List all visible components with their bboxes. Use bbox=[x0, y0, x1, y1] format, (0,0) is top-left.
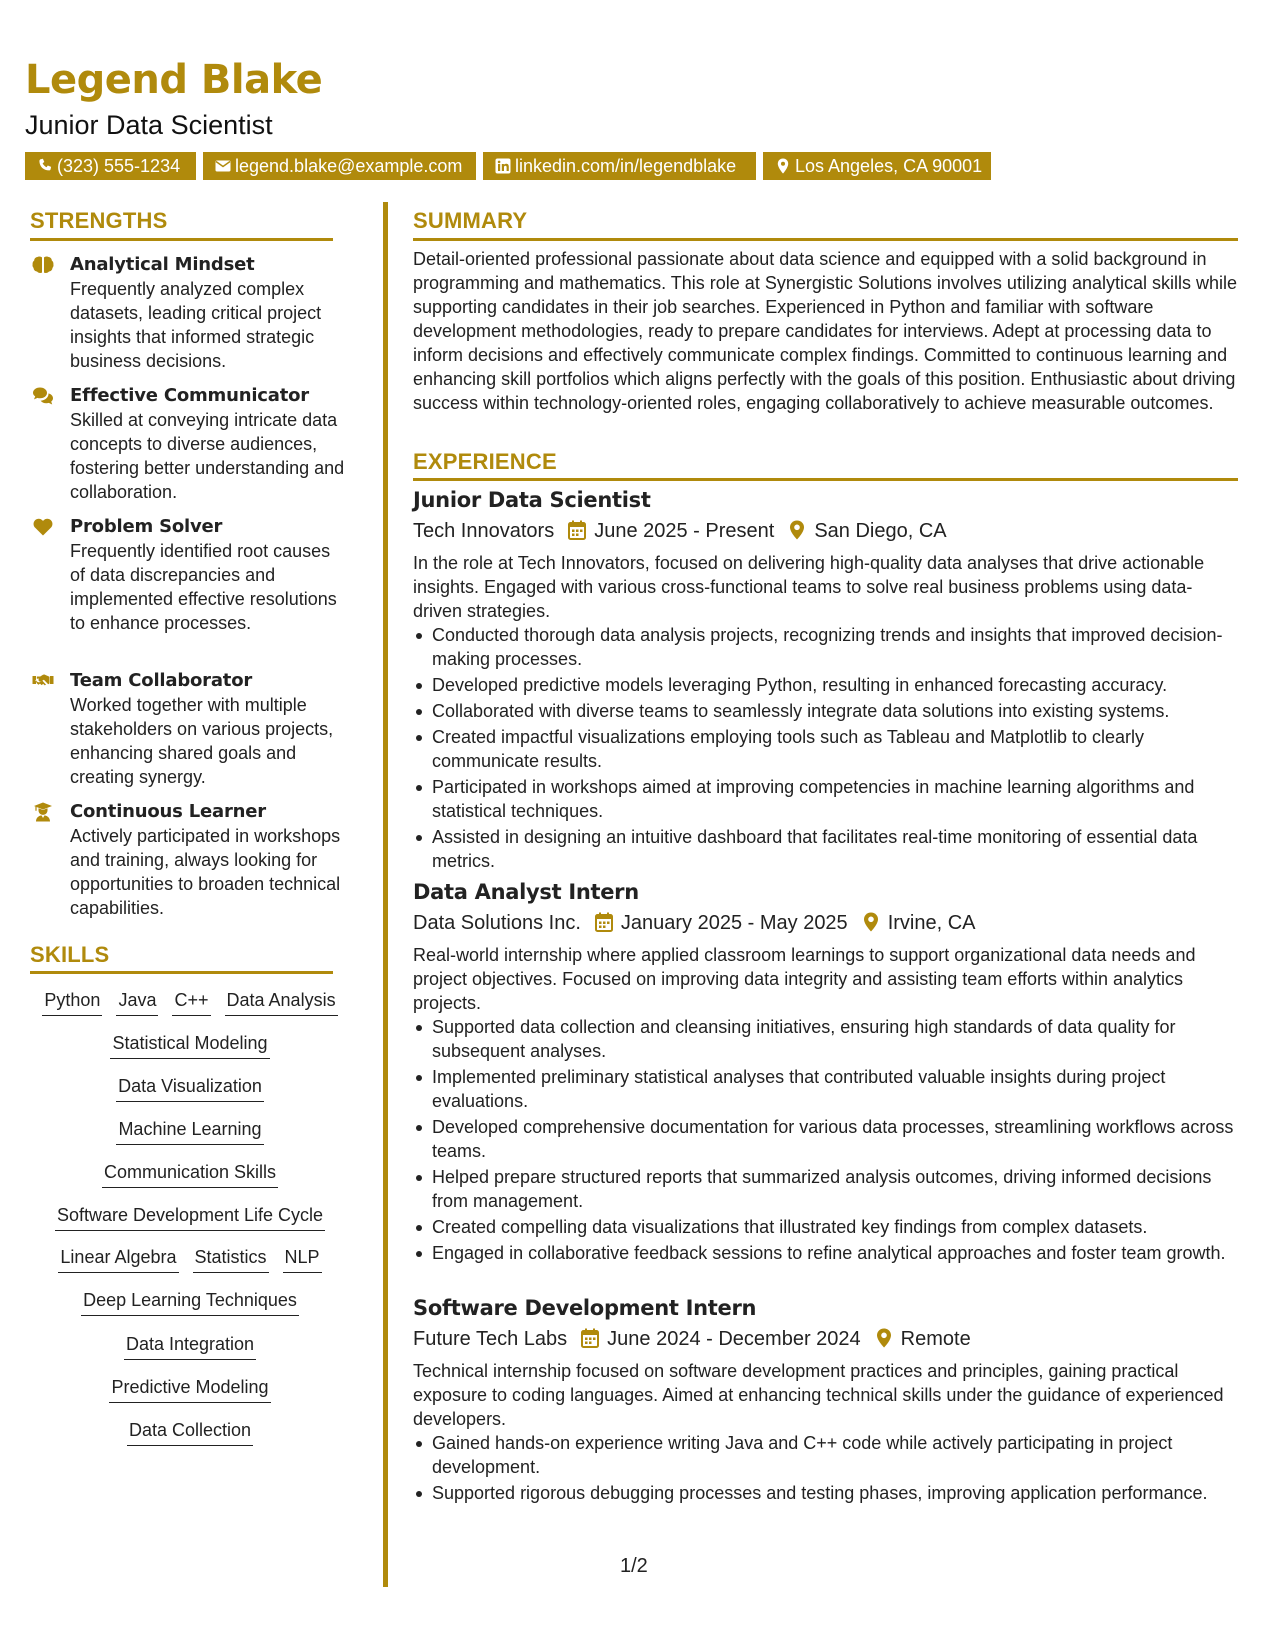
strength-description: Frequently analyzed complex datasets, leading critical project insights that informed strategic business decisions. bbox=[70, 279, 322, 371]
skills-row bbox=[30, 1375, 350, 1403]
contact-linkedin-text: linkedin.com/in/legendblake bbox=[515, 156, 737, 176]
job-meta bbox=[413, 911, 976, 935]
calendar-icon bbox=[568, 520, 586, 540]
column-divider bbox=[383, 202, 388, 1587]
skill-tag: Data Collection bbox=[127, 1418, 253, 1446]
strengths-heading: STRENGTHS bbox=[30, 208, 168, 233]
contact-phone[interactable] bbox=[25, 152, 196, 180]
strength-description: Skilled at conveying intricate data concepts to diverse audiences, fostering better understanding and collaboration. bbox=[70, 410, 345, 502]
list-item: Developed predictive models leveraging Python, resulting in enhanced forecasting accuracy. bbox=[413, 673, 1238, 697]
skill-tag: Deep Learning Techniques bbox=[81, 1288, 299, 1316]
job-dates: January 2025 - May 2025 bbox=[620, 912, 848, 934]
job-body bbox=[413, 943, 1238, 1267]
skills-row bbox=[30, 1031, 350, 1059]
job-bullets bbox=[413, 623, 1238, 873]
skill-tag: Machine Learning bbox=[116, 1117, 263, 1145]
experience-rule bbox=[413, 478, 1238, 481]
contact-location bbox=[763, 152, 991, 180]
summary-rule bbox=[413, 238, 1238, 241]
strength-item bbox=[30, 253, 350, 373]
list-item: Helped prepare structured reports that summarized analysis outcomes, driving informed decisions from management. bbox=[413, 1165, 1238, 1213]
skill-tag: Data Visualization bbox=[116, 1074, 264, 1102]
job-description: In the role at Tech Innovators, focused on delivering high-quality data analyses that drive actionable insights. Engaged with various cross-functional teams to solve real business problems using data-driven strategies. bbox=[413, 553, 1205, 621]
location-pin-icon bbox=[775, 158, 791, 174]
list-item: Supported data collection and cleansing initiatives, ensuring high standards of data quality for subsequent analyses. bbox=[413, 1015, 1238, 1063]
strength-item bbox=[30, 384, 350, 504]
skills-heading: SKILLS bbox=[30, 942, 110, 967]
skill-tag: Communication Skills bbox=[102, 1160, 278, 1188]
envelope-icon bbox=[215, 158, 231, 174]
phone-icon bbox=[37, 158, 53, 174]
skill-tag: Statistical Modeling bbox=[110, 1031, 269, 1059]
location-pin-icon bbox=[875, 1328, 893, 1348]
list-item: Conducted thorough data analysis projects, recognizing trends and insights that improved decision-making processes. bbox=[413, 623, 1238, 671]
strength-title: Continuous Learner bbox=[70, 801, 266, 822]
job-title: Software Development Intern bbox=[413, 1296, 757, 1320]
skill-tag: Data Analysis bbox=[225, 988, 338, 1016]
strength-item bbox=[30, 800, 350, 920]
job-title: Junior Data Scientist bbox=[413, 488, 651, 512]
job-bullets bbox=[413, 1431, 1238, 1505]
contact-email-text: legend.blake@example.com bbox=[235, 156, 463, 176]
job-title: Data Analyst Intern bbox=[413, 880, 639, 904]
location-pin-icon bbox=[862, 912, 880, 932]
handshake-icon bbox=[32, 671, 54, 691]
summary-heading: SUMMARY bbox=[413, 208, 528, 233]
skills-row bbox=[30, 1288, 350, 1316]
skill-tag: Data Integration bbox=[124, 1332, 256, 1360]
brain-icon bbox=[32, 255, 54, 275]
skills-row bbox=[30, 1203, 350, 1231]
summary-section bbox=[413, 247, 1238, 415]
job-company: Future Tech Labs bbox=[413, 1328, 568, 1350]
contact-location-text: Los Angeles, CA 90001 bbox=[795, 156, 983, 176]
contact-phone-text: (323) 555-1234 bbox=[57, 156, 181, 176]
skill-tag: Python bbox=[42, 988, 102, 1016]
contact-linkedin[interactable] bbox=[483, 152, 756, 180]
job-meta bbox=[413, 519, 947, 543]
strength-item bbox=[30, 669, 350, 789]
skill-tag: Predictive Modeling bbox=[109, 1375, 270, 1403]
strength-description: Actively participated in workshops and training, always looking for opportunities to broaden technical capabilities. bbox=[70, 826, 341, 918]
strength-item bbox=[30, 515, 350, 635]
list-item: Created compelling data visualizations that illustrated key findings from complex datasets. bbox=[413, 1215, 1238, 1239]
list-item: Implemented preliminary statistical analyses that contributed valuable insights during project evaluations. bbox=[413, 1065, 1238, 1113]
job-dates: June 2025 - Present bbox=[594, 520, 775, 542]
job-location: San Diego, CA bbox=[814, 520, 947, 542]
skills-row bbox=[30, 1160, 350, 1188]
linkedin-icon bbox=[495, 158, 511, 174]
job-bullets bbox=[413, 1015, 1238, 1265]
strength-title: Analytical Mindset bbox=[70, 254, 255, 275]
list-item: Participated in workshops aimed at improving competencies in machine learning algorithms and statistical techniques. bbox=[413, 775, 1238, 823]
list-item: Supported rigorous debugging processes and testing phases, improving application performance. bbox=[413, 1481, 1238, 1505]
list-item: Developed comprehensive documentation for various data processes, streamlining workflows across teams. bbox=[413, 1115, 1238, 1163]
skill-tag: Software Development Life Cycle bbox=[55, 1203, 325, 1231]
job-company: Tech Innovators bbox=[413, 520, 555, 542]
calendar-icon bbox=[581, 1328, 599, 1348]
strength-description: Frequently identified root causes of data discrepancies and implemented effective resolutions to enhance processes. bbox=[70, 541, 337, 633]
skills-row bbox=[30, 1245, 350, 1273]
job-location: Irvine, CA bbox=[887, 912, 976, 934]
list-item: Gained hands-on experience writing Java and C++ code while actively participating in project development. bbox=[413, 1431, 1238, 1479]
list-item: Collaborated with diverse teams to seamlessly integrate data solutions into existing systems. bbox=[413, 699, 1238, 723]
skill-tag: Statistics bbox=[193, 1245, 269, 1273]
skills-row bbox=[30, 1418, 350, 1446]
list-item: Engaged in collaborative feedback sessions to refine analytical approaches and foster team growth. bbox=[413, 1241, 1238, 1265]
experience-heading: EXPERIENCE bbox=[413, 449, 557, 474]
skill-tag: Linear Algebra bbox=[58, 1245, 178, 1273]
candidate-name: Legend Blake bbox=[25, 57, 323, 103]
skill-tag: NLP bbox=[283, 1245, 322, 1273]
job-dates: June 2024 - December 2024 bbox=[607, 1328, 861, 1350]
strength-title: Problem Solver bbox=[70, 516, 223, 537]
candidate-title: Junior Data Scientist bbox=[25, 110, 273, 140]
page-number: 1/2 bbox=[620, 1555, 648, 1577]
strengths-rule bbox=[30, 238, 333, 241]
skill-tag: C++ bbox=[172, 988, 210, 1016]
list-item: Created impactful visualizations employing tools such as Tableau and Matplotlib to clearly communicate results. bbox=[413, 725, 1238, 773]
skills-row bbox=[30, 1117, 350, 1145]
skill-tag: Java bbox=[116, 988, 158, 1016]
job-body bbox=[413, 551, 1238, 875]
strength-description: Worked together with multiple stakeholders on various projects, enhancing shared goals and creating synergy. bbox=[70, 695, 334, 787]
skills-rule bbox=[30, 971, 333, 974]
skills-row bbox=[30, 988, 350, 1016]
summary-text: Detail-oriented professional passionate about data science and equipped with a solid background in programming and mathematics. This role at Synergistic Solutions involves utilizing analytical skills while supporting candidates in their job searches. Experienced in Python and familiar with software development methodologies, ready to prepare candidates for interviews. Adept at processing data to inform decisions and effectively communicate complex findings. Committed to continuous learning and enhancing skill portfolios which aligns perfectly with the goals of this position. Enthusiastic about driving success within technology-oriented roles, engaging collaboratively to achieve measurable outcomes. bbox=[413, 249, 1238, 413]
location-pin-icon bbox=[788, 520, 806, 540]
strength-title: Effective Communicator bbox=[70, 385, 309, 406]
skills-row bbox=[30, 1074, 350, 1102]
speech-bubbles-icon bbox=[32, 386, 54, 406]
graduate-icon bbox=[32, 802, 54, 822]
job-meta bbox=[413, 1327, 971, 1351]
skills-row bbox=[30, 1332, 350, 1360]
job-company: Data Solutions Inc. bbox=[413, 912, 581, 934]
job-body bbox=[413, 1359, 1238, 1507]
list-item: Assisted in designing an intuitive dashboard that facilitates real-time monitoring of essential data metrics. bbox=[413, 825, 1238, 873]
job-description: Real-world internship where applied classroom learnings to support organizational data needs and project objectives. Focused on improving data integrity and assisting team efforts within analytics projects. bbox=[413, 945, 1196, 1013]
contact-email[interactable] bbox=[203, 152, 476, 180]
calendar-icon bbox=[595, 912, 613, 932]
strength-title: Team Collaborator bbox=[70, 670, 253, 691]
heart-icon bbox=[32, 517, 54, 537]
job-description: Technical internship focused on software development practices and principles, gaining practical exposure to coding languages. Aimed at enhancing technical skills under the guidance of experienced developers. bbox=[413, 1361, 1224, 1429]
job-location: Remote bbox=[900, 1328, 971, 1350]
